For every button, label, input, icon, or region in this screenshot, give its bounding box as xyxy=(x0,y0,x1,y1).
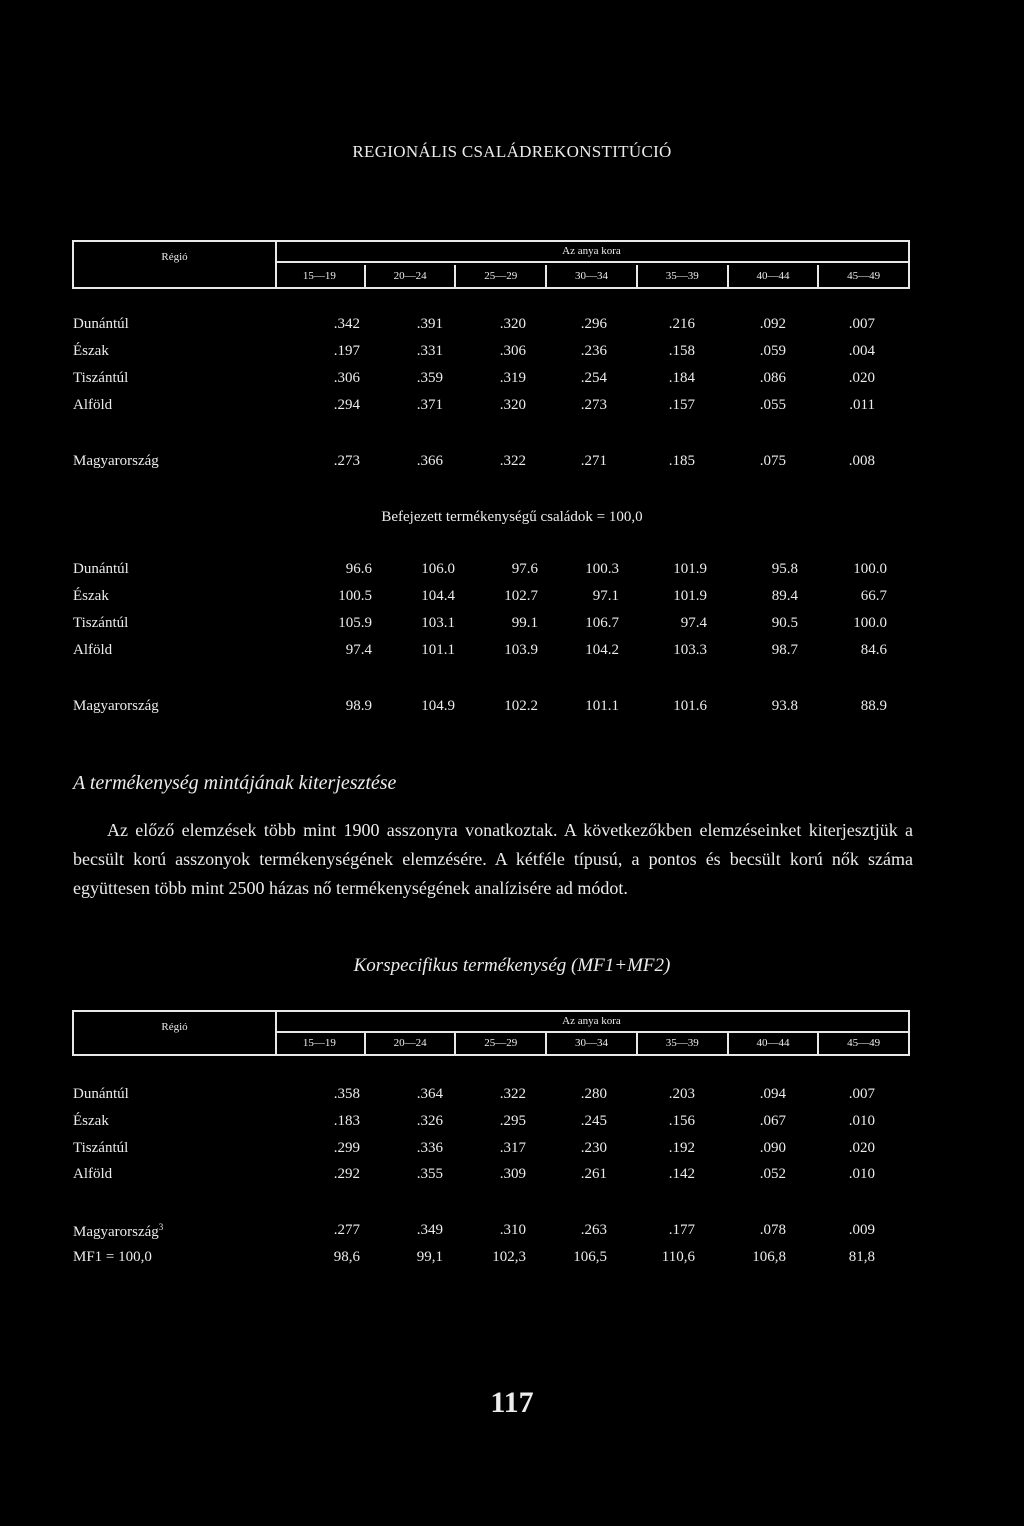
row-label: Magyarország$^3$ xyxy=(73,1222,164,1240)
row-label: Dunántúl xyxy=(73,316,129,332)
age-group-cell: 20—24 xyxy=(364,1032,455,1054)
table-cell: .309 xyxy=(499,1166,526,1182)
table-row xyxy=(0,698,1024,720)
table-cell: .306 xyxy=(333,370,360,386)
table-row xyxy=(0,397,1024,419)
table-cell: 66.7 xyxy=(860,588,887,604)
table-cell: 98.7 xyxy=(771,642,798,658)
table-cell: .185 xyxy=(668,453,695,469)
running-head: REGIONÁLIS CSALÁDREKONSTITÚCIÓ xyxy=(352,142,672,161)
age-group-row xyxy=(275,1032,908,1054)
table-cell: .263 xyxy=(580,1222,607,1238)
table1-header xyxy=(72,240,910,289)
age-group-cell: 40—44 xyxy=(727,1032,818,1054)
table-cell: .203 xyxy=(668,1086,695,1102)
table-row xyxy=(0,1222,1024,1244)
table-cell: 84.6 xyxy=(860,642,887,658)
table-cell: 103.1 xyxy=(421,615,455,631)
age-group-caption: Az anya kora xyxy=(275,242,908,263)
table-cell: 97.1 xyxy=(592,588,619,604)
table-row xyxy=(0,1140,1024,1162)
table-cell: .158 xyxy=(668,343,695,359)
table-cell: 90.5 xyxy=(771,615,798,631)
table-cell: 106,5 xyxy=(573,1249,607,1265)
row-label: Tiszántúl xyxy=(73,370,129,386)
table2-caption: Korspecifikus termékenység (MF1+MF2) xyxy=(353,955,671,976)
age-group-cell: 15—19 xyxy=(302,1037,336,1049)
table-cell: 101.6 xyxy=(673,698,707,714)
table-cell: .317 xyxy=(499,1140,526,1156)
table-cell: .326 xyxy=(416,1113,443,1129)
table-row xyxy=(0,615,1024,637)
table-cell: .010 xyxy=(848,1166,875,1182)
table-cell: .273 xyxy=(580,397,607,413)
region-column-header: Régió xyxy=(74,242,277,287)
table-cell: 93.8 xyxy=(771,698,798,714)
table-row xyxy=(0,316,1024,338)
row-label: Alföld xyxy=(73,397,113,413)
table-cell: 105.9 xyxy=(338,615,372,631)
table-cell: .320 xyxy=(499,316,526,332)
table-row xyxy=(0,561,1024,583)
table-cell: 100.0 xyxy=(853,561,887,577)
age-group-cell: 35—39 xyxy=(636,1032,727,1054)
table-row xyxy=(0,1166,1024,1188)
table-cell: 97.4 xyxy=(345,642,372,658)
table-cell: 97.6 xyxy=(511,561,538,577)
table-cell: .011 xyxy=(849,397,875,413)
table-cell: 103.9 xyxy=(504,642,538,658)
table-cell: 102.7 xyxy=(504,588,538,604)
table2-header xyxy=(72,1010,910,1056)
row-label: Észak xyxy=(73,1113,109,1129)
table-cell: 96.6 xyxy=(345,561,372,577)
table-cell: .273 xyxy=(333,453,360,469)
table-cell: 100.3 xyxy=(585,561,619,577)
table-row xyxy=(0,1249,1024,1271)
age-group-cell: 45—49 xyxy=(817,1032,908,1054)
table-cell: .299 xyxy=(333,1140,360,1156)
table-cell: .254 xyxy=(580,370,607,386)
age-group-cell: 15—19 xyxy=(302,270,336,282)
row-label: Tiszántúl xyxy=(73,1140,129,1156)
row-label: Tiszántúl xyxy=(73,615,129,631)
table-cell: .020 xyxy=(848,1140,875,1156)
table-cell: .156 xyxy=(668,1113,695,1129)
table-cell: 110,6 xyxy=(661,1249,695,1265)
table-cell: .296 xyxy=(580,316,607,332)
table-cell: 106.0 xyxy=(421,561,455,577)
table-cell: .245 xyxy=(580,1113,607,1129)
table-cell: .142 xyxy=(668,1166,695,1182)
table-cell: 104.4 xyxy=(421,588,455,604)
table-cell: .094 xyxy=(759,1086,786,1102)
table-cell: .319 xyxy=(499,370,526,386)
table-cell: 104.2 xyxy=(585,642,619,658)
table-cell: .355 xyxy=(416,1166,443,1182)
body-paragraph: Az előző elemzések több mint 1900 asszonyra vonatkoztak. A következőkben elemzéseinket kiterjesztjük a becsült korú asszonyok termékenységének elemzésére. A kétféle típusú, a pontos és becsült korú nők száma együttesen több mint 2500 házas nő termékenységének analízisére ad módot. xyxy=(73,820,913,898)
table-cell: .261 xyxy=(580,1166,607,1182)
table-cell: .052 xyxy=(759,1166,786,1182)
table-cell: .010 xyxy=(848,1113,875,1129)
table-cell: .271 xyxy=(580,453,607,469)
section-heading: A termékenység mintájának kiterjesztése xyxy=(73,772,397,794)
table-cell: 88.9 xyxy=(860,698,887,714)
table-cell: 99.1 xyxy=(511,615,538,631)
table-cell: .183 xyxy=(333,1113,360,1129)
table-cell: .157 xyxy=(668,397,695,413)
table-cell: .059 xyxy=(759,343,786,359)
row-label: Észak xyxy=(73,343,109,359)
table-cell: .322 xyxy=(499,1086,526,1102)
table-cell: .090 xyxy=(759,1140,786,1156)
table-cell: .004 xyxy=(848,343,875,359)
table-cell: .184 xyxy=(668,370,695,386)
table-cell: .391 xyxy=(416,316,443,332)
table-cell: .092 xyxy=(759,316,786,332)
table-cell: 100.5 xyxy=(338,588,372,604)
row-label: Alföld xyxy=(73,642,113,658)
age-group-caption: Az anya kora xyxy=(275,1012,908,1033)
table-row xyxy=(0,1113,1024,1135)
table-cell: 106,8 xyxy=(752,1249,786,1265)
table-cell: .359 xyxy=(416,370,443,386)
table-cell: .192 xyxy=(668,1140,695,1156)
age-group-row xyxy=(275,265,908,287)
table-cell: .007 xyxy=(848,316,875,332)
age-group-cell: 30—34 xyxy=(545,265,636,287)
table-cell: .067 xyxy=(759,1113,786,1129)
table-cell: .236 xyxy=(580,343,607,359)
page-number: 117 xyxy=(490,1386,534,1419)
table-cell: 99,1 xyxy=(416,1249,443,1265)
age-group-cell: 40—44 xyxy=(727,265,818,287)
table-cell: .055 xyxy=(759,397,786,413)
table-cell: .292 xyxy=(333,1166,360,1182)
table-cell: .320 xyxy=(499,397,526,413)
table-cell: 106.7 xyxy=(585,615,619,631)
row-label: Észak xyxy=(73,588,109,604)
table-cell: 102,3 xyxy=(492,1249,526,1265)
row-label: Dunántúl xyxy=(73,561,129,577)
section-label: Befejezett termékenységű családok = 100,0 xyxy=(381,509,643,525)
table-row xyxy=(0,1086,1024,1108)
table-cell: 97.4 xyxy=(680,615,707,631)
age-group-cell: 25—29 xyxy=(454,265,545,287)
row-label: MF1 = 100,0 xyxy=(73,1249,152,1265)
table-cell: .008 xyxy=(848,453,875,469)
table-cell: .230 xyxy=(580,1140,607,1156)
row-label: Magyarország xyxy=(73,698,159,714)
table-cell: 104.9 xyxy=(421,698,455,714)
region-column-header: Régió xyxy=(74,1012,277,1054)
table-cell: .075 xyxy=(759,453,786,469)
table-row xyxy=(0,453,1024,475)
table-cell: .358 xyxy=(333,1086,360,1102)
row-label: Magyarország xyxy=(73,453,159,469)
table-cell: .364 xyxy=(416,1086,443,1102)
table-cell: .336 xyxy=(416,1140,443,1156)
table-cell: 101.1 xyxy=(421,642,455,658)
table-cell: .342 xyxy=(333,316,360,332)
table-cell: 101.9 xyxy=(673,588,707,604)
table-cell: 89.4 xyxy=(771,588,798,604)
table-cell: .197 xyxy=(333,343,360,359)
table-cell: 101.1 xyxy=(585,698,619,714)
table-cell: 100.0 xyxy=(853,615,887,631)
age-group-cell: 25—29 xyxy=(454,1032,545,1054)
table-cell: .366 xyxy=(416,453,443,469)
table-cell: .078 xyxy=(759,1222,786,1238)
age-group-cell: 45—49 xyxy=(817,265,908,287)
table-cell: 102.2 xyxy=(504,698,538,714)
table-cell: 101.9 xyxy=(673,561,707,577)
row-label: Dunántúl xyxy=(73,1086,129,1102)
table-cell: .306 xyxy=(499,343,526,359)
table-cell: .322 xyxy=(499,453,526,469)
age-group-cell: 20—24 xyxy=(364,265,455,287)
table-cell: .310 xyxy=(499,1222,526,1238)
table-cell: .371 xyxy=(416,397,443,413)
footnote-marker: 3 xyxy=(158,1222,164,1232)
table-row xyxy=(0,343,1024,365)
table-cell: .331 xyxy=(416,343,443,359)
table-cell: 98.9 xyxy=(345,698,372,714)
table-cell: .280 xyxy=(580,1086,607,1102)
table-cell: 81,8 xyxy=(848,1249,875,1265)
table-cell: .007 xyxy=(848,1086,875,1102)
table-row xyxy=(0,642,1024,664)
table-cell: .349 xyxy=(416,1222,443,1238)
table-cell: 95.8 xyxy=(771,561,798,577)
table-cell: .009 xyxy=(848,1222,875,1238)
table-row xyxy=(0,370,1024,392)
table-cell: .086 xyxy=(759,370,786,386)
table-cell: .216 xyxy=(668,316,695,332)
table-cell: 103.3 xyxy=(673,642,707,658)
table-cell: .020 xyxy=(848,370,875,386)
age-group-cell: 30—34 xyxy=(545,1032,636,1054)
table-cell: .294 xyxy=(333,397,360,413)
table-cell: 98,6 xyxy=(333,1249,360,1265)
table-cell: .295 xyxy=(499,1113,526,1129)
table-row xyxy=(0,588,1024,610)
age-group-cell: 35—39 xyxy=(636,265,727,287)
table-cell: .177 xyxy=(668,1222,695,1238)
row-label: Alföld xyxy=(73,1166,113,1182)
table-cell: .277 xyxy=(333,1222,360,1238)
